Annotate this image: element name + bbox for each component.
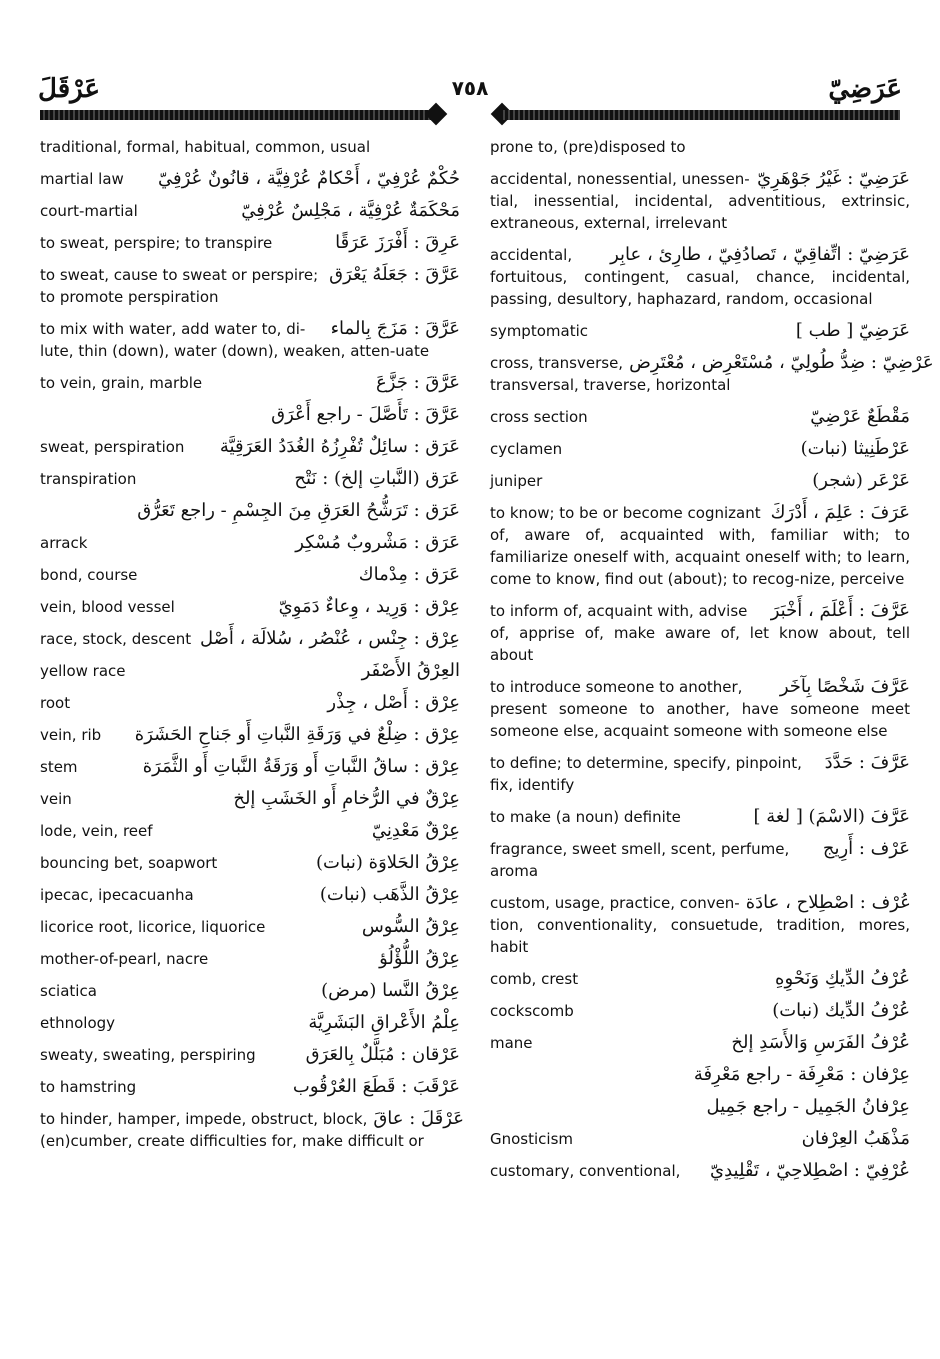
- entry-continuation: present someone to another, have someone meet someone else, acquaint someone with someone else: [490, 700, 910, 740]
- entry-line: [490, 1160, 910, 1182]
- entry-line: [490, 806, 910, 828]
- dictionary-entry: [40, 232, 460, 254]
- dictionary-entry: [490, 244, 910, 310]
- entry-english: ethnology: [40, 1014, 116, 1032]
- entry-line: [40, 756, 460, 778]
- dictionary-entry: [490, 320, 910, 342]
- entry-line: [490, 676, 910, 698]
- dictionary-entry: [40, 532, 460, 554]
- entry-english: symptomatic: [490, 322, 588, 340]
- entry-line: [40, 532, 460, 554]
- dictionary-entry: [490, 168, 910, 234]
- dictionary-entry: [490, 968, 910, 990]
- dictionary-entry: [40, 884, 460, 906]
- entry-english: fragrance, sweet smell, scent, perfume,: [490, 840, 790, 858]
- entry-arabic: عِرْق : ضِلْعٌ في وَرَقَةِ النَّباتِ أَو جَناحِ الحَشَرَة: [134, 724, 460, 745]
- entry-line: [40, 1108, 464, 1130]
- entry-english: bouncing bet, soapwort: [40, 854, 218, 872]
- dictionary-entry: [40, 1012, 460, 1034]
- entry-arabic: عَرَّقَ : جَعَلَهُ يَعْرَق: [329, 264, 460, 285]
- entry-arabic: عُرْفُ الفَرَسِ وَالأَسَدِ إلخ: [731, 1032, 910, 1053]
- dictionary-entry: [40, 596, 460, 618]
- entry-line: [40, 692, 460, 714]
- entry-english: yellow race: [40, 662, 126, 680]
- entry-arabic: عِلْمُ الأَعْراقِ البَشَرِيَّة: [308, 1012, 460, 1033]
- dictionary-entry: [40, 916, 460, 938]
- entry-line: [490, 752, 910, 774]
- dictionary-entry: [40, 724, 460, 746]
- entry-english: martial law: [40, 170, 124, 188]
- dictionary-entry: [40, 948, 460, 970]
- dictionary-entry: [490, 352, 934, 396]
- entry-english: to hamstring: [40, 1078, 137, 1096]
- entry-arabic: مَذْهَبُ العِرْفان: [801, 1128, 910, 1149]
- entry-line: [40, 788, 460, 810]
- entry-english: mother-of-pearl, nacre: [40, 950, 209, 968]
- entry-arabic: عَرَّقَ : جَزَّعَ: [376, 372, 460, 393]
- entry-arabic: عِرْفانُ الجَمِيل - راجع جَمِيل: [706, 1096, 910, 1117]
- dictionary-entry: [40, 756, 460, 778]
- entry-line: [40, 318, 460, 340]
- entry-line: [490, 968, 910, 990]
- entry-english: to sweat, perspire; to transpire: [40, 234, 273, 252]
- dictionary-entry: [490, 806, 910, 828]
- entry-line: [490, 352, 934, 374]
- entry-line: [490, 600, 910, 622]
- entry-english: cross, transverse,: [490, 354, 624, 372]
- entry-line: [40, 1044, 460, 1066]
- dictionary-entry: [490, 1128, 910, 1150]
- entry-line: [490, 438, 910, 460]
- entry-arabic: عَرِقَ : أَفْرَزَ عَرَقًا: [335, 232, 460, 253]
- entry-line: [490, 406, 910, 428]
- entry-continuation: transversal, traverse, horizontal: [490, 376, 731, 394]
- entry-continuation: to promote perspiration: [40, 288, 219, 306]
- dictionary-entry: [40, 372, 460, 394]
- dictionary-entry: [40, 1076, 460, 1098]
- entry-line: [490, 892, 910, 914]
- header-rule-left: [40, 110, 435, 120]
- entry-english: lode, vein, reef: [40, 822, 153, 840]
- entry-arabic: عَرَّفَ شَخْصًا بِآخَر: [779, 676, 910, 697]
- entry-continuation: fortuitous, contingent, casual, chance, incidental, passing, desultory, haphazard, random, occasional: [490, 268, 910, 308]
- dictionary-entry: [40, 852, 460, 874]
- dictionary-entry: [490, 1032, 910, 1054]
- entry-english: to define; to determine, specify, pinpoint,: [490, 754, 802, 772]
- dictionary-entry: [490, 1000, 910, 1022]
- dictionary-entry: [490, 406, 910, 428]
- entry-english: sweat, perspiration: [40, 438, 185, 456]
- dictionary-entry: [40, 980, 460, 1002]
- entry-arabic: عَرَضِيّ [ طب ]: [795, 320, 910, 341]
- entry-line: [490, 168, 910, 190]
- page-header: [0, 70, 940, 126]
- entry-arabic: عِرْقُ الحَلاوَة (نبات): [316, 852, 460, 873]
- entry-english: sciatica: [40, 982, 97, 1000]
- dictionary-entry: [490, 838, 910, 882]
- dictionary-entry: [490, 1064, 910, 1086]
- entry-arabic: عِرْقُ الذَّهَب (نبات): [319, 884, 460, 905]
- entry-line: [40, 660, 460, 682]
- entry-line: [40, 436, 460, 458]
- entry-english: to introduce someone to another,: [490, 678, 743, 696]
- dictionary-entry: [40, 136, 460, 158]
- left-column: [40, 136, 464, 1162]
- entry-arabic: عَرْعَر (شجر): [812, 470, 910, 491]
- entry-arabic: مَقْطَعٌ عَرْضِيّ: [810, 406, 910, 427]
- entry-line: [40, 232, 460, 254]
- entry-arabic: عِرْقُ النَّسا (مرض): [321, 980, 460, 1001]
- entry-arabic: عِرْق : ساقُ النَّباتِ أَو وَرَقَةُ النَّباتِ أَو الثَّمَرَة: [142, 756, 460, 777]
- entry-english: ipecac, ipecacuanha: [40, 886, 194, 904]
- entry-line: [40, 500, 460, 522]
- entry-english: comb, crest: [490, 970, 579, 988]
- entry-arabic: عِرْقُ السُّوس: [361, 916, 460, 937]
- entry-arabic: عَرْف : أَرِيج: [822, 838, 910, 859]
- entry-english: bond, course: [40, 566, 138, 584]
- dictionary-entry: [40, 628, 460, 650]
- entry-line: [490, 320, 910, 342]
- entry-line: [40, 264, 460, 286]
- entry-arabic: عَرْقَبَ : قَطَعَ العُرْقُوب: [292, 1076, 460, 1097]
- entry-arabic: حُكْمٌ عُرْفِيّ ، أَحْكامٌ عُرْفِيَّة ، قانُونٌ عُرْفِيّ: [158, 168, 460, 189]
- entry-english: arrack: [40, 534, 88, 552]
- entry-arabic: عُرْفُ الدِّيكِ وَنَحْوِهِ: [775, 968, 910, 989]
- entry-english: to know; to be or become cognizant: [490, 504, 761, 522]
- entry-english: transpiration: [40, 470, 137, 488]
- entry-arabic: عَرَق : سائِلٌ تُفْرِزُهُ الغُدَدُ العَرَقِيَّة: [219, 436, 460, 457]
- dictionary-entry: [40, 660, 460, 682]
- entry-english: accidental, nonessential, unessen-: [490, 170, 750, 188]
- entry-english: licorice root, licorice, liquorice: [40, 918, 266, 936]
- entry-line: [490, 1128, 910, 1150]
- dictionary-entry: [490, 136, 910, 158]
- entry-line: [40, 1076, 460, 1098]
- dictionary-entry: [40, 200, 460, 222]
- entry-arabic: عُرْفِيّ : اصْطِلاحِيّ ، تَقْلِيدِيّ: [709, 1160, 910, 1181]
- dictionary-entry: [40, 500, 460, 522]
- entry-line: [490, 136, 910, 158]
- entry-arabic: عَرَّقَ : مَزَجَ بِالماء: [330, 318, 460, 339]
- entry-line: [40, 1012, 460, 1034]
- entry-arabic: مَحْكَمَةٌ عُرْفِيَّة ، مَجْلِسٌ عُرْفِيّ: [241, 200, 460, 221]
- entry-arabic: عِرْقٌ مَعْدِنِيّ: [371, 820, 460, 841]
- entry-line: [40, 916, 460, 938]
- entry-arabic: العِرْقُ الأَصْفَر: [361, 660, 460, 681]
- entry-arabic: عَرَّفَ : أَعْلَمَ ، أَخْبَرَ: [770, 600, 910, 621]
- entry-arabic: عُرْف : اصْطِلاح ، عادَة: [745, 892, 911, 913]
- dictionary-entry: [40, 692, 460, 714]
- entry-line: [40, 980, 460, 1002]
- entry-arabic: عِرْق : جِنْس ، عُنْصُر ، سُلالَة ، أَصْل: [200, 628, 460, 649]
- dictionary-entry: [40, 168, 460, 190]
- dictionary-entry: [490, 1096, 910, 1118]
- entry-continuation: tial, inessential, incidental, adventitious, extrinsic, extraneous, external, irrelevant: [490, 192, 910, 232]
- entry-line: [40, 628, 460, 650]
- entry-continuation: (en)cumber, create difficulties for, make difficult or: [40, 1132, 424, 1150]
- entry-english: court-martial: [40, 202, 138, 220]
- entry-line: [490, 244, 910, 266]
- dictionary-entry: [40, 1044, 460, 1066]
- entry-line: [490, 838, 910, 860]
- entry-english: sweaty, sweating, perspiring: [40, 1046, 256, 1064]
- entry-english: race, stock, descent: [40, 630, 192, 648]
- entry-english: to mix with water, add water to, di-: [40, 320, 306, 338]
- entry-english: to hinder, hamper, impede, obstruct, block,: [40, 1110, 368, 1128]
- entry-english: vein, rib: [40, 726, 102, 744]
- entry-line: [490, 1000, 910, 1022]
- entry-line: [40, 596, 460, 618]
- entry-arabic: عَرَفَ : عَلِمَ ، أَدْرَكَ: [770, 502, 910, 523]
- dictionary-entry: [490, 470, 910, 492]
- entry-arabic: عَرَق : مَشْروبٌ مُسْكِر: [295, 532, 460, 553]
- entry-line: [40, 820, 460, 842]
- entry-arabic: عَرْقَلَ : عاقَ: [373, 1108, 464, 1129]
- dictionary-entry: [40, 264, 460, 308]
- entry-english: cross section: [490, 408, 588, 426]
- entry-english: root: [40, 694, 71, 712]
- entry-arabic: عَرَّفَ (الاسْمَ) [ لغة ]: [753, 806, 910, 827]
- entry-english: to sweat, cause to sweat or perspire;: [40, 266, 319, 284]
- entry-arabic: عَرَضِيّ : غَيْرُ جَوْهَرِيّ: [757, 168, 910, 189]
- entry-line: [40, 948, 460, 970]
- entry-arabic: عِرْقُ اللُّؤْلُؤ: [379, 948, 460, 969]
- entry-english: to inform of, acquaint with, advise: [490, 602, 748, 620]
- entry-english: prone to, (pre)disposed to: [490, 138, 686, 156]
- entry-arabic: عَرَق (النَّباتِ إلخ) : نَتْح: [294, 468, 460, 489]
- dictionary-entry: [490, 600, 910, 666]
- guide-word-left: عَرْقَلَ: [38, 74, 100, 104]
- entry-english: stem: [40, 758, 78, 776]
- entry-arabic: عَرَق : مِدْماك: [358, 564, 460, 585]
- dictionary-entry: [490, 1160, 910, 1182]
- entry-line: [40, 200, 460, 222]
- dictionary-entry: [490, 752, 910, 796]
- entry-arabic: عَرْضِيّ : ضِدُّ طُولِيّ ، مُسْتَعْرِض ، مُعْتَرِض: [629, 352, 934, 373]
- page-number: ٧٥٨: [451, 76, 489, 100]
- dictionary-entry: [40, 564, 460, 586]
- entry-continuation: of, aware of, acquainted with, familiar with; to familiarize oneself with, acquaint oneself with; to learn, come to know, find out (about); to recog-nize, perceive: [490, 526, 910, 588]
- entry-english: accidental,: [490, 246, 573, 264]
- entry-arabic: عِرْفان : مَعْرِفَة - راجع مَعْرِفَة: [693, 1064, 910, 1085]
- dictionary-entry: [490, 676, 910, 742]
- dictionary-entry: [40, 1108, 464, 1152]
- entry-english: Gnosticism: [490, 1130, 574, 1148]
- entry-arabic: عَرَّقَ : تَأَصَّلَ - راجع أَعْرَق: [271, 404, 460, 425]
- dictionary-entry: [490, 502, 910, 590]
- header-rule-right: [500, 110, 900, 120]
- entry-line: [40, 564, 460, 586]
- entry-english: to make (a noun) definite: [490, 808, 681, 826]
- entry-line: [40, 468, 460, 490]
- entry-line: [40, 136, 460, 158]
- entry-english: cyclamen: [490, 440, 563, 458]
- entry-arabic: عِرْق : أَصْل ، جِذْر: [327, 692, 460, 713]
- entry-arabic: عَرَّفَ : حَدَّدَ: [824, 752, 910, 773]
- entry-line: [40, 404, 460, 426]
- entry-english: mane: [490, 1034, 533, 1052]
- entry-english: juniper: [490, 472, 543, 490]
- entry-line: [490, 1096, 910, 1118]
- entry-line: [40, 884, 460, 906]
- entry-continuation: aroma: [490, 862, 539, 880]
- entry-arabic: عِرْقٌ في الرُّخامِ أَو الخَشَبِ إلخ: [233, 788, 460, 809]
- entry-arabic: عُرْفُ الدِّيك (نبات): [772, 1000, 910, 1021]
- entry-arabic: عِرْق : وَرِيد ، وِعاءٌ دَمَوِيّ: [278, 596, 460, 617]
- dictionary-entry: [40, 318, 460, 362]
- entry-english: vein, blood vessel: [40, 598, 175, 616]
- entry-line: [490, 1032, 910, 1054]
- entry-arabic: عَرَضِيّ : اتِّفاقِيّ ، تَصادُفِيّ ، طارِئ ، عابِر: [610, 244, 910, 265]
- right-column: [490, 136, 934, 1192]
- dictionary-entry: [40, 436, 460, 458]
- entry-english: to vein, grain, marble: [40, 374, 203, 392]
- entry-arabic: عَرْطَنِيثا (نبات): [800, 438, 910, 459]
- entry-english: custom, usage, practice, conven-: [490, 894, 740, 912]
- entry-continuation: lute, thin (down), water (down), weaken, atten-uate: [40, 342, 430, 360]
- entry-line: [490, 502, 910, 524]
- dictionary-entry: [40, 820, 460, 842]
- entry-arabic: عَرَق : تَرَشُّحُ العَرَقِ مِنَ الجِسْمِ - راجع تَعَرُّق: [137, 500, 460, 521]
- entry-english: vein: [40, 790, 72, 808]
- dictionary-entry: [40, 788, 460, 810]
- dictionary-entry: [490, 438, 910, 460]
- dictionary-entry: [40, 468, 460, 490]
- entry-line: [40, 168, 460, 190]
- entry-line: [40, 372, 460, 394]
- entry-continuation: of, apprise of, make aware of, let know about, tell about: [490, 624, 910, 664]
- entry-english: traditional, formal, habitual, common, usual: [40, 138, 371, 156]
- dictionary-entry: [40, 404, 460, 426]
- entry-line: [490, 1064, 910, 1086]
- rule-ornament-left: [425, 103, 448, 126]
- entry-english: cockscomb: [490, 1002, 574, 1020]
- guide-word-right: عَرَضِيّ: [828, 74, 902, 104]
- dictionary-entry: [490, 892, 910, 958]
- entry-continuation: fix, identify: [490, 776, 575, 794]
- entry-line: [40, 724, 460, 746]
- entry-line: [40, 852, 460, 874]
- entry-line: [490, 470, 910, 492]
- entry-continuation: tion, conventionality, consuetude, tradition, mores, habit: [490, 916, 910, 956]
- entry-arabic: عَرْقان : مُبَلَّلٌ بِالعَرَق: [305, 1044, 460, 1065]
- entry-english: customary, conventional,: [490, 1162, 681, 1180]
